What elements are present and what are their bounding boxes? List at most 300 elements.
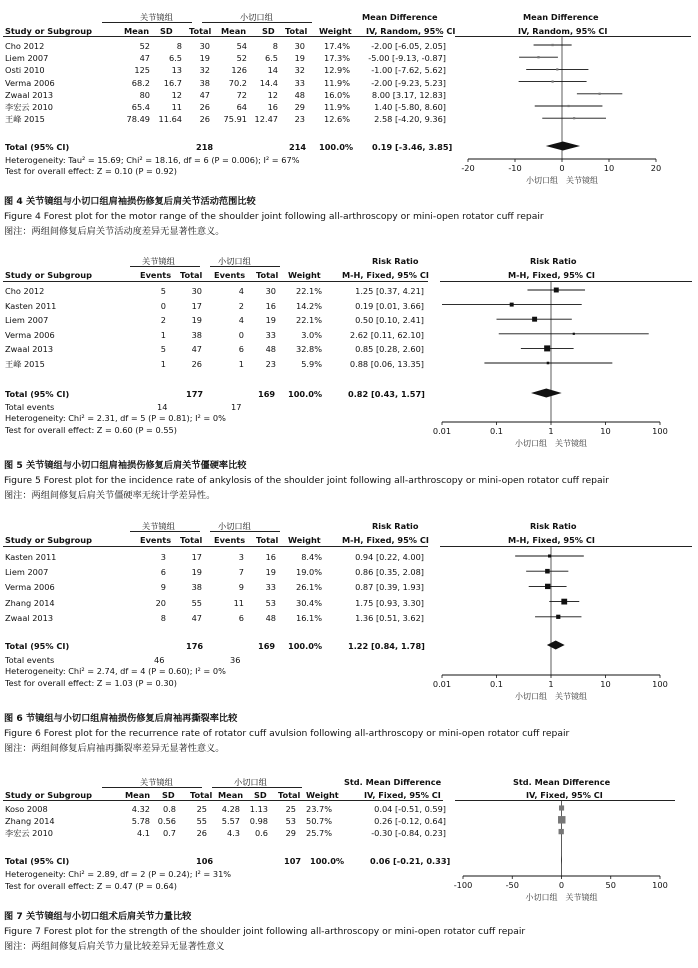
study-box [551, 44, 553, 46]
sd2: 12.47 [254, 114, 278, 125]
weight: 16.1% [295, 612, 322, 623]
events2: 4 [238, 315, 244, 326]
sd2: 14 [267, 65, 278, 76]
overall-effect: Test for overall effect: Z = 0.47 (P = 0.64) [5, 881, 177, 891]
ci: 0.50 [0.10, 2.41] [355, 315, 424, 326]
weight: 3.0% [301, 329, 322, 340]
mean2: 5.57 [221, 815, 240, 826]
x-tick-label: 1 [548, 679, 554, 689]
caption-en: Figure 5 Forest plot for the incidence rate of ankylosis of the shoulder joint following all-arthroscopy or mini-open rotator cuff repair [4, 475, 609, 486]
weight: 17.3% [323, 53, 350, 64]
figure-4 [0, 0, 698, 245]
events2: 1 [238, 359, 244, 369]
favours-left-label: 小切口组 [515, 692, 547, 701]
x-tick-label: -10 [508, 163, 522, 173]
col-total1: Total [189, 26, 212, 36]
study-box [559, 805, 564, 810]
mean1: 80 [139, 89, 150, 100]
study-box [510, 303, 514, 307]
study-name: Zwaal 2013 [5, 89, 54, 100]
events1: 1 [160, 359, 166, 369]
study-name: Zhang 2014 [5, 597, 55, 608]
study-name: 李宏云 2010 [5, 827, 54, 838]
total2: 48 [265, 344, 276, 355]
events2: 6 [238, 344, 244, 355]
col-ci: IV, Random, 95% CI [366, 26, 456, 36]
favours-right-label: 关节镜组 [566, 176, 598, 185]
col-ci: IV, Fixed, 95% CI [364, 790, 441, 800]
caption-note: 图注：两组间修复后肩关节僵硬率无统计学差异性。 [4, 490, 216, 501]
sd2: 14.4 [259, 77, 278, 88]
total1: 26 [199, 102, 210, 112]
total1: 55 [191, 597, 202, 608]
events1: 0 [160, 300, 166, 311]
group2-header: 小切口组 [218, 521, 251, 531]
mean1: 68.2 [131, 77, 150, 88]
col-events1: Events [140, 270, 172, 280]
study-box [554, 288, 559, 293]
weight: 32.8% [295, 344, 322, 355]
rr-plot-header: Risk Ratio [530, 256, 577, 266]
total2: 29 [294, 102, 305, 112]
study-box [558, 816, 565, 823]
col-total2: Total [278, 790, 301, 800]
study-box [545, 569, 550, 574]
events2: 7 [238, 567, 244, 578]
favours-right-label: 关节镜组 [555, 692, 587, 701]
ci: 2.62 [0.11, 62.10] [349, 329, 424, 340]
events1: 5 [160, 286, 166, 296]
col-ci-plot: M-H, Fixed, 95% CI [508, 270, 595, 280]
total-events2: 36 [230, 655, 241, 665]
total2: 53 [265, 597, 276, 608]
weight: 23.7% [305, 804, 332, 814]
x-tick-label: 0.01 [432, 426, 452, 436]
col-sd1: SD [162, 790, 175, 800]
mean1: 125 [134, 65, 150, 76]
col-ci-plot: M-H, Fixed, 95% CI [508, 535, 595, 545]
favours-right-label: 关节镜组 [555, 439, 587, 448]
sd1: 6.5 [168, 53, 182, 64]
sd1: 0.8 [162, 804, 176, 814]
total-events1: 14 [157, 402, 168, 412]
events2: 0 [238, 329, 244, 340]
total2: 33 [294, 77, 305, 88]
events2: 11 [233, 597, 244, 608]
heterogeneity: Heterogeneity: Chi² = 2.89, df = 2 (P = 0.24); I² = 31% [5, 869, 232, 879]
ci: 8.00 [3.17, 12.83] [371, 89, 446, 100]
ci: 0.19 [0.01, 3.66] [355, 300, 424, 311]
total-n1: 106 [196, 856, 214, 866]
weight: 22.1% [295, 315, 322, 326]
ci: 0.86 [0.35, 2.08] [355, 567, 424, 578]
col-total1: Total [190, 790, 213, 800]
total1: 26 [191, 359, 202, 369]
x-tick-label: 10 [603, 163, 615, 173]
group1-header: 关节镜组 [142, 256, 175, 266]
col-total2: Total [256, 270, 279, 280]
ci: -2.00 [-6.05, 2.05] [371, 41, 446, 51]
ci: -2.00 [-9.23, 5.23] [371, 77, 446, 88]
mean2: 75.91 [223, 114, 247, 125]
total2: 19 [294, 53, 305, 64]
mean1: 52 [139, 41, 150, 51]
sd1: 8 [176, 41, 182, 51]
mean1: 65.4 [131, 102, 150, 112]
x-tick-label: 0.1 [489, 426, 504, 436]
total1: 47 [199, 89, 210, 100]
total-label: Total (95% CI) [5, 142, 70, 152]
total1: 30 [191, 286, 202, 296]
study-name: Verma 2006 [5, 77, 55, 88]
study-name: 李宏云 2010 [5, 102, 54, 112]
x-tick-label: 0.01 [432, 679, 452, 689]
caption-en: Figure 4 Forest plot for the motor range of the shoulder joint following all-arthroscopy or mini-open rotator cuff repair [4, 211, 544, 222]
x-tick-label: 1 [548, 426, 554, 436]
mean2: 4.28 [221, 804, 240, 814]
col-mean2: Mean [221, 26, 247, 36]
total-n2: 169 [258, 641, 276, 651]
total2: 33 [265, 329, 276, 340]
sd1: 13 [171, 65, 182, 76]
total1: 19 [191, 567, 202, 578]
group1-header: 关节镜组 [140, 777, 173, 787]
weight: 14.2% [295, 300, 322, 311]
study-box [552, 81, 554, 83]
forest-plot-6 [0, 517, 698, 762]
total1: 17 [191, 552, 202, 562]
ci: 1.36 [0.51, 3.62] [355, 612, 424, 623]
events1: 2 [160, 315, 166, 326]
study-name: 王峰 2015 [5, 114, 45, 125]
figure-7 [0, 771, 698, 968]
study-name: Liem 2007 [5, 567, 49, 578]
caption-cn: 图 6 节镜组与小切口组肩袖损伤修复后肩袖再撕裂率比较 [4, 713, 238, 724]
favours-left-label: 小切口组 [525, 893, 558, 902]
weight: 30.4% [295, 597, 322, 608]
study-name: Osti 2010 [5, 65, 45, 76]
ci: 1.25 [0.37, 4.21] [355, 286, 424, 296]
total2: 19 [265, 567, 276, 578]
weight: 11.9% [323, 77, 350, 88]
overall-effect: Test for overall effect: Z = 0.60 (P = 0.55) [5, 425, 177, 435]
caption-cn: 图 5 关节镜组与小切口组肩袖损伤修复后肩关节僵硬率比较 [4, 460, 247, 471]
weight: 11.9% [323, 102, 350, 112]
col-study: Study or Subgroup [5, 535, 93, 545]
total-label: Total (95% CI) [5, 389, 70, 399]
col-total1: Total [180, 270, 203, 280]
figure-6 [0, 517, 698, 762]
overall-effect: Test for overall effect: Z = 1.03 (P = 0.30) [5, 678, 177, 688]
study-box [547, 362, 550, 365]
mean2: 70.2 [228, 77, 247, 88]
study-box [567, 105, 569, 107]
study-box [544, 345, 550, 351]
events1: 20 [155, 597, 166, 608]
study-box [573, 117, 575, 119]
total1: 25 [196, 804, 207, 814]
col-weight: Weight [288, 270, 321, 280]
total-ci: 0.19 [-3.46, 3.85] [372, 142, 453, 152]
weight: 12.9% [323, 65, 350, 76]
col-ci-plot: IV, Fixed, 95% CI [526, 790, 603, 800]
study-name: Verma 2006 [5, 582, 55, 593]
study-name: Liem 2007 [5, 53, 49, 64]
total-events1: 46 [154, 655, 165, 665]
total-n1: 218 [196, 142, 214, 152]
study-name: Verma 2006 [5, 329, 55, 340]
study-name: Koso 2008 [5, 804, 48, 814]
study-name: Zwaal 2013 [5, 344, 54, 355]
sd2: 0.6 [254, 827, 268, 838]
x-tick-label: 100 [652, 679, 668, 689]
col-sd2: SD [254, 790, 267, 800]
caption-note: 图注：两组间修复后肩袖再撕裂率差异无显著性意义。 [4, 743, 225, 754]
mean1: 4.32 [131, 804, 150, 814]
total1: 30 [199, 41, 210, 51]
study-box [556, 615, 560, 619]
mean2: 64 [236, 102, 247, 112]
total-weight: 100.0% [288, 389, 323, 399]
caption-cn: 图 7 关节镜组与小切口组术后肩关节力量比较 [4, 911, 192, 922]
x-tick-label: -50 [505, 880, 519, 890]
total-events2: 17 [231, 402, 242, 412]
sd1: 11 [171, 102, 182, 112]
favours-left-label: 小切口组 [515, 439, 547, 448]
ci: 0.04 [-0.51, 0.59] [374, 804, 446, 814]
col-total2: Total [256, 535, 279, 545]
sd2: 0.98 [249, 815, 268, 826]
total2: 19 [265, 315, 276, 326]
weight: 25.7% [305, 827, 332, 838]
col-total2: Total [285, 26, 308, 36]
total2: 53 [285, 815, 296, 826]
x-tick-label: -100 [453, 880, 473, 890]
favours-left-label: 小切口组 [526, 176, 558, 185]
total1: 17 [191, 300, 202, 311]
study-box [545, 584, 550, 589]
total2: 33 [265, 582, 276, 593]
sd2: 8 [272, 41, 278, 51]
total1: 19 [191, 315, 202, 326]
group2-header: 小切口组 [218, 256, 251, 266]
total2: 25 [285, 804, 296, 814]
col-total1: Total [180, 535, 203, 545]
events2: 4 [238, 286, 244, 296]
events2: 2 [238, 300, 244, 311]
rr-header: Risk Ratio [372, 256, 419, 266]
study-name: Liem 2007 [5, 315, 49, 326]
rr-header: Risk Ratio [372, 521, 419, 531]
caption-en: Figure 6 Forest plot for the recurrence rate of rotator cuff avulsion following all-arthroscopy or mini-open rotator cuff repair [4, 728, 570, 739]
ci: -0.30 [-0.84, 0.23] [371, 827, 446, 838]
x-tick-label: 100 [652, 880, 668, 890]
col-events2: Events [214, 535, 246, 545]
caption-cn: 图 4 关节镜组与小切口组肩袖损伤修复后肩关节活动范围比较 [4, 196, 256, 207]
group1-header: 关节镜组 [140, 12, 173, 22]
ci: 0.88 [0.06, 13.35] [349, 359, 424, 369]
ci: 0.85 [0.28, 2.60] [355, 344, 424, 355]
x-tick-label: 50 [605, 880, 616, 890]
sd1: 0.7 [162, 827, 176, 838]
events2: 3 [238, 552, 244, 562]
pooled-diamond [547, 641, 565, 650]
mean1: 4.1 [136, 827, 150, 838]
x-tick-label: 20 [650, 163, 662, 173]
favours-right-label: 关节镜组 [565, 893, 598, 902]
total-ci: 1.22 [0.84, 1.78] [348, 641, 425, 651]
mean1: 5.78 [131, 815, 150, 826]
group2-header: 小切口组 [240, 12, 273, 22]
x-tick-label: 10 [600, 426, 611, 436]
total-weight: 100.0% [288, 641, 323, 651]
sd2: 6.5 [264, 53, 278, 64]
col-ci: M-H, Fixed, 95% CI [342, 535, 429, 545]
total-n2: 214 [289, 142, 307, 152]
total1: 47 [191, 612, 202, 623]
md-plot-header: Mean Difference [523, 12, 599, 22]
mean1: 47 [139, 53, 150, 64]
smd-header: Std. Mean Difference [344, 777, 442, 787]
total-weight: 100.0% [319, 142, 354, 152]
ci: 0.26 [-0.12, 0.64] [374, 815, 446, 826]
total1: 19 [199, 53, 210, 64]
col-ci: M-H, Fixed, 95% CI [342, 270, 429, 280]
md-header: Mean Difference [362, 12, 438, 22]
col-mean2: Mean [218, 790, 244, 800]
total1: 32 [199, 65, 210, 76]
col-events2: Events [214, 270, 246, 280]
study-name: Kasten 2011 [5, 552, 57, 562]
total-n2: 107 [284, 856, 302, 866]
col-study: Study or Subgroup [5, 790, 93, 800]
total1: 55 [196, 815, 207, 826]
x-tick-label: 0 [558, 880, 565, 890]
events1: 6 [160, 567, 166, 578]
col-mean1: Mean [124, 26, 150, 36]
total2: 16 [265, 552, 276, 562]
total-label: Total (95% CI) [5, 856, 70, 866]
x-tick-label: 0 [559, 163, 565, 173]
sd1: 11.64 [158, 114, 182, 125]
mean2: 52 [236, 53, 247, 64]
mean2: 54 [236, 41, 247, 51]
ci: 1.40 [-5.80, 8.60] [374, 102, 446, 112]
total2: 48 [294, 89, 305, 100]
study-box [548, 554, 551, 557]
caption-en: Figure 7 Forest plot for the strength of the shoulder joint following all-arthroscopy or mini-open rotator cuff repair [4, 926, 526, 937]
figure-5 [0, 252, 698, 502]
study-box [573, 333, 575, 335]
study-box [556, 68, 558, 70]
rr-plot-header: Risk Ratio [530, 521, 577, 531]
group1-header: 关节镜组 [142, 521, 175, 531]
events1: 5 [160, 344, 166, 355]
total2: 30 [265, 286, 276, 296]
study-name: Cho 2012 [5, 41, 45, 51]
total1: 38 [191, 582, 202, 593]
total-ci: 0.82 [0.43, 1.57] [348, 389, 425, 399]
total1: 47 [191, 344, 202, 355]
total1: 38 [191, 329, 202, 340]
total2: 48 [265, 612, 276, 623]
ci: 1.75 [0.93, 3.30] [355, 597, 424, 608]
heterogeneity: Heterogeneity: Tau² = 15.69; Chi² = 18.16, df = 6 (P = 0.006); I² = 67% [5, 155, 300, 165]
weight: 12.6% [323, 114, 350, 125]
study-box [537, 56, 539, 58]
weight: 26.1% [295, 582, 322, 593]
sd2: 12 [267, 89, 278, 100]
x-tick-label: -20 [461, 163, 475, 173]
study-box [561, 599, 567, 605]
ci: 2.58 [-4.20, 9.36] [374, 114, 446, 125]
heterogeneity: Heterogeneity: Chi² = 2.31, df = 5 (P = 0.81); I² = 0% [5, 413, 226, 423]
col-weight: Weight [288, 535, 321, 545]
events1: 8 [160, 612, 166, 623]
weight: 50.7% [305, 815, 332, 826]
col-study: Study or Subgroup [5, 26, 93, 36]
total-n2: 169 [258, 389, 276, 399]
ci: -5.00 [-9.13, -0.87] [368, 53, 446, 64]
weight: 5.9% [301, 359, 322, 369]
events1: 1 [160, 329, 166, 340]
total1: 26 [199, 114, 210, 125]
col-weight: Weight [319, 26, 352, 36]
mean1: 78.49 [126, 114, 150, 125]
mean2: 126 [231, 65, 247, 76]
col-sd1: SD [160, 26, 173, 36]
total2: 23 [265, 359, 276, 369]
mean2: 72 [236, 89, 247, 100]
sd1: 16.7 [163, 77, 182, 88]
total-weight: 100.0% [310, 856, 345, 866]
col-study: Study or Subgroup [5, 270, 93, 280]
x-tick-label: 10 [600, 679, 611, 689]
ci: -1.00 [-7.62, 5.62] [371, 65, 446, 76]
ci: 0.87 [0.39, 1.93] [355, 582, 424, 593]
col-weight: Weight [306, 790, 339, 800]
smd-plot-header: Std. Mean Difference [513, 777, 611, 787]
pooled-diamond [546, 142, 580, 151]
mean2: 4.3 [226, 827, 240, 838]
total2: 23 [294, 114, 305, 125]
sd1: 0.56 [157, 815, 176, 826]
events2: 6 [238, 612, 244, 623]
study-box [559, 829, 564, 834]
ci: 0.94 [0.22, 4.00] [355, 552, 424, 562]
total2: 16 [265, 300, 276, 311]
pooled-diamond [531, 389, 562, 398]
heterogeneity: Heterogeneity: Chi² = 2.74, df = 4 (P = 0.60); I² = 0% [5, 666, 226, 676]
study-box [599, 93, 601, 95]
study-name: Zwaal 2013 [5, 612, 54, 623]
total1: 26 [196, 827, 207, 838]
total-ci: 0.06 [-0.21, 0.33] [370, 856, 451, 866]
group2-header: 小切口组 [234, 777, 267, 787]
caption-note: 图注：两组间修复后肩关节力量比较差异无显著性意义 [4, 941, 225, 952]
study-name: 王峰 2015 [5, 359, 45, 369]
overall-effect: Test for overall effect: Z = 0.10 (P = 0.92) [5, 166, 177, 176]
study-name: Zhang 2014 [5, 815, 55, 826]
events1: 3 [160, 552, 166, 562]
sd1: 12 [171, 89, 182, 100]
weight: 8.4% [301, 552, 322, 562]
caption-note: 图注：两组间修复后肩关节活动度差异无显著性意义。 [4, 226, 225, 237]
total2: 32 [294, 65, 305, 76]
total-events-label: Total events [5, 402, 55, 412]
x-tick-label: 100 [652, 426, 668, 436]
study-box [532, 317, 537, 322]
